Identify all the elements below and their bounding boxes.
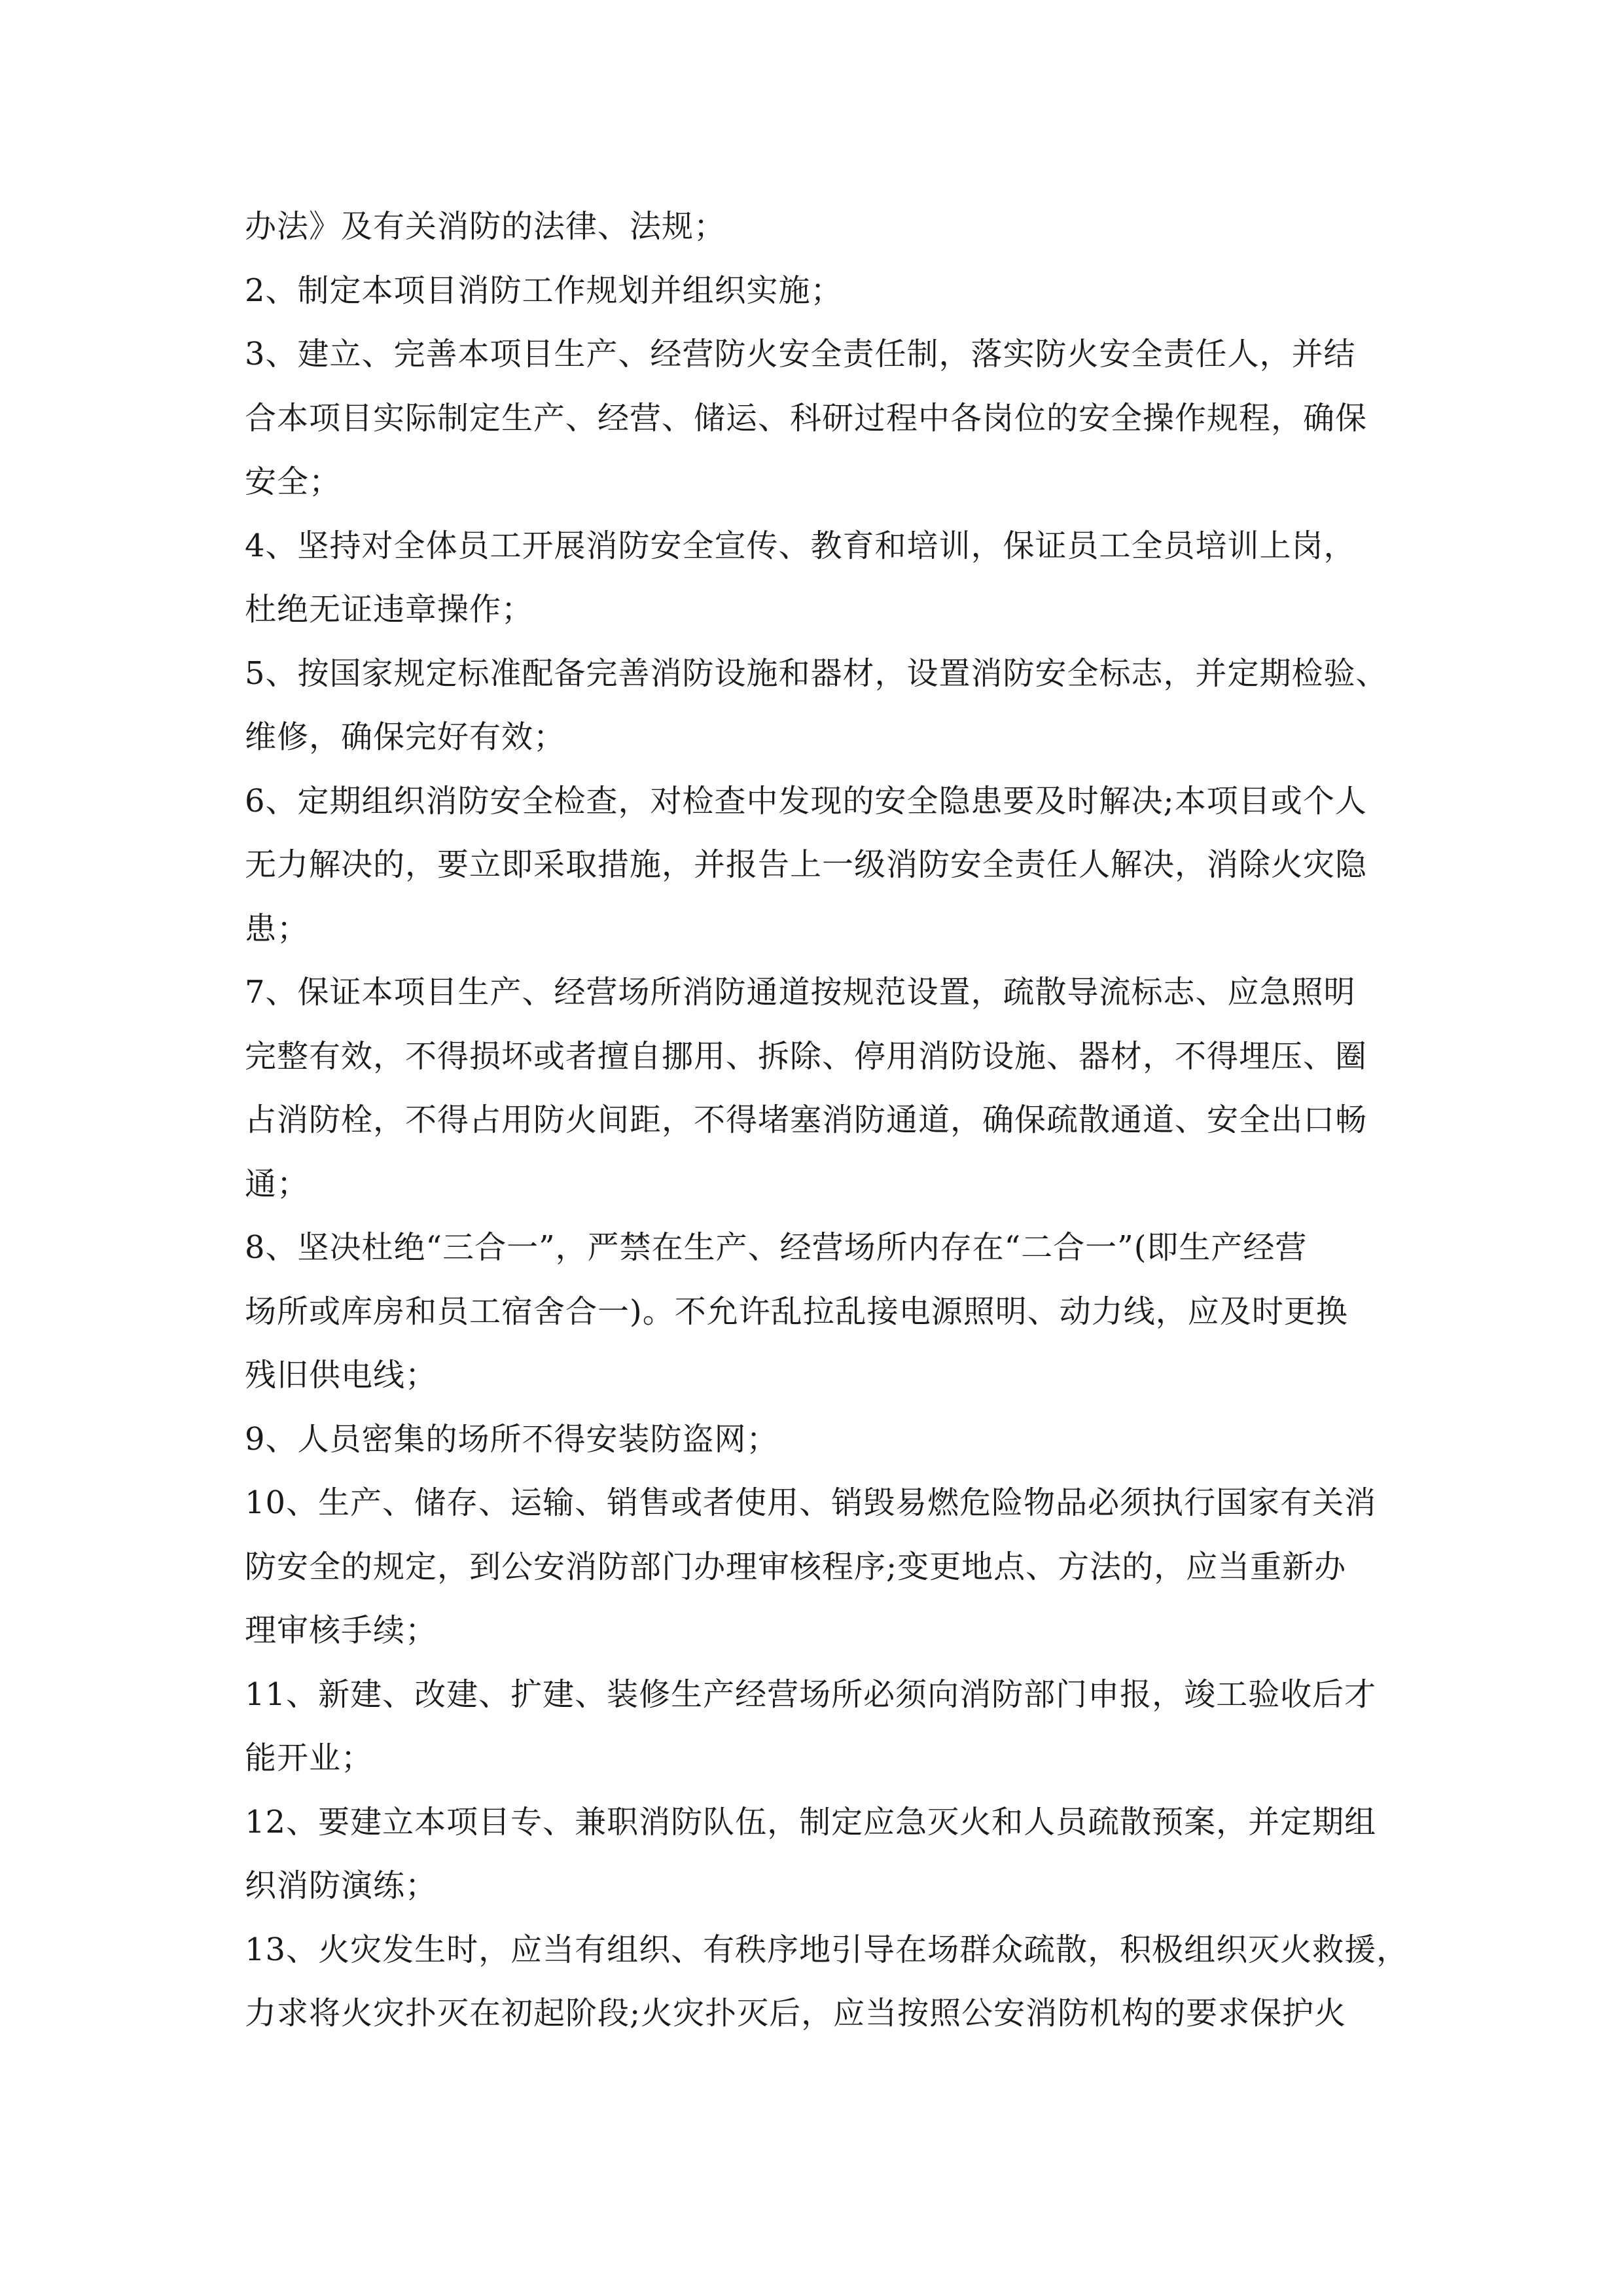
text-line: 13、火灾发生时，应当有组织、有秩序地引导在场群众疏散，积极组织灭火救援， [245, 1931, 1409, 1968]
text-line: 杜绝无证违章操作； [245, 591, 534, 628]
text-line: 力求将火灾扑灭在初起阶段;火灾扑灭后，应当按照公安消防机构的要求保护火 [245, 1995, 1347, 2032]
text-line: 织消防演练； [245, 1867, 438, 1904]
text-line: 残旧供电线； [245, 1357, 438, 1393]
text-line: 12、要建立本项目专、兼职消防队伍，制定应急灭火和人员疏散预案，并定期组 [245, 1803, 1377, 1840]
text-line: 5、按国家规定标准配备完善消防设施和器材，设置消防安全标志，并定期检验、 [245, 655, 1388, 692]
text-line: 合本项目实际制定生产、经营、储运、科研过程中各岗位的安全操作规程，确保 [245, 399, 1368, 437]
text-line: 理审核手续； [245, 1612, 438, 1649]
text-line: 3、建立、完善本项目生产、经营防火安全责任制，落实防火安全责任人，并结 [245, 336, 1356, 372]
document-body [245, 195, 1409, 2046]
text-line: 防安全的规定，到公安消防部门办理审核程序;变更地点、方法的，应当重新办 [245, 1548, 1347, 1585]
text-line: 7、保证本项目生产、经营场所消防通道按规范设置，疏散导流标志、应急照明 [245, 974, 1356, 1011]
text-line: 占消防栓，不得占用防火间距，不得堵塞消防通道，确保疏散通道、安全出口畅 [245, 1102, 1368, 1138]
text-line: 完整有效，不得损坏或者擅自挪用、拆除、停用消防设施、器材，不得埋压、圈 [245, 1037, 1368, 1075]
text-line: 办法》及有关消防的法律、法规； [245, 208, 726, 245]
text-line: 6、定期组织消防安全检查，对检查中发现的安全隐患要及时解决;本项目或个人 [245, 782, 1367, 819]
text-line: 安全； [245, 463, 342, 500]
text-line: 场所或库房和员工宿舍合一)。不允许乱拉乱接电源照明、动力线，应及时更换 [245, 1293, 1348, 1330]
text-line: 患； [245, 910, 310, 947]
text-line: 2、制定本项目消防工作规划并组织实施； [245, 272, 843, 309]
text-line: 能开业； [245, 1740, 374, 1776]
text-line: 无力解决的，要立即采取措施，并报告上一级消防安全责任人解决，消除火灾隐 [245, 846, 1368, 883]
text-line: 11、新建、改建、扩建、装修生产经营场所必须向消防部门申报，竣工验收后才 [245, 1676, 1377, 1713]
text-line: 10、生产、储存、运输、销售或者使用、销毁易燃危险物品必须执行国家有关消 [245, 1484, 1377, 1521]
text-line: 9、人员密集的场所不得安装防盗网； [245, 1420, 779, 1458]
text-line: 8、坚决杜绝“三合一”，严禁在生产、经营场所内存在“二合一”(即生产经营 [245, 1229, 1308, 1266]
text-line: 维修，确保完好有效； [245, 719, 566, 755]
text-line: 4、坚持对全体员工开展消防安全宣传、教育和培训，保证员工全员培训上岗， [245, 527, 1356, 564]
text-line: 通； [245, 1165, 310, 1202]
